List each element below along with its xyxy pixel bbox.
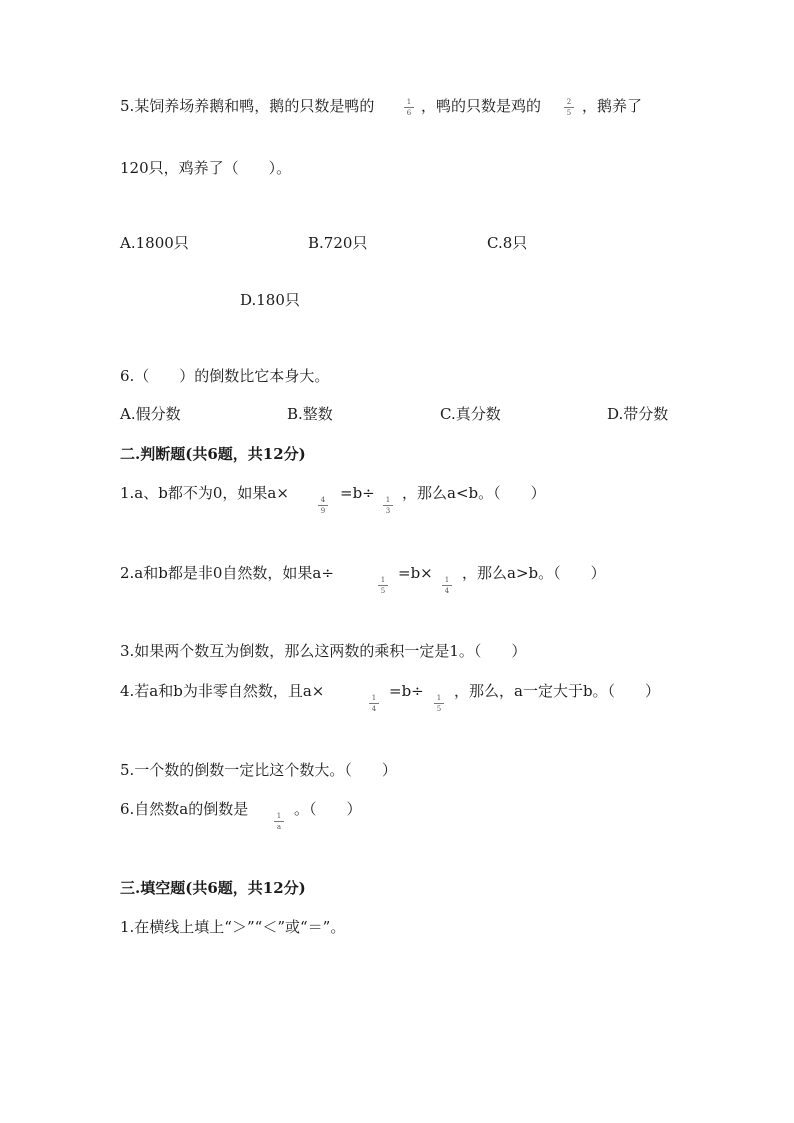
q5-option-d: D.180只 [240, 291, 300, 309]
fraction-denominator: 5 [436, 705, 442, 713]
fraction-denominator: 4 [444, 587, 450, 595]
s2-q2-fraction-2 [441, 576, 453, 595]
q6-text: 6.（ ）的倒数比它本身大。 [120, 367, 330, 385]
fraction-denominator: 5 [566, 109, 572, 117]
q6-option-d: D.带分数 [607, 405, 669, 423]
fraction-bar [434, 703, 444, 704]
fraction-numerator: 1 [276, 812, 282, 820]
fraction-denominator: 3 [385, 507, 391, 515]
section2-title: 二.判断题(共6题，共12分) [120, 445, 306, 463]
fraction-numerator: 1 [406, 98, 412, 106]
s2-q2-part1: 2.a和b都是非0自然数，如果a÷ [120, 564, 334, 582]
q5-option-a: A.1800只 [120, 234, 189, 252]
s2-q4-fraction-1 [368, 694, 380, 713]
s2-q1-part1: 1.a、b都不为0，如果a× [120, 484, 289, 502]
s2-q2-part3: ，那么a>b。（ ） [462, 564, 606, 582]
s2-q1-part2: =b÷ [340, 484, 375, 502]
q6-option-c: C.真分数 [440, 405, 501, 423]
q5-line1-part1: 5.某饲养场养鹅和鸭，鹅的只数是鸭的 [120, 97, 375, 115]
section3-title: 三.填空题(共6题，共12分) [120, 879, 306, 897]
q6-option-a: A.假分数 [120, 405, 181, 423]
fraction-numerator: 1 [436, 694, 442, 702]
fraction-denominator: 4 [371, 705, 377, 713]
s3-q1: 1.在横线上填上“＞”“＜”或“＝”。 [120, 918, 346, 936]
s2-q4-fraction-2 [433, 694, 445, 713]
q5-fraction-2 [563, 98, 575, 117]
fraction-denominator: 5 [380, 587, 386, 595]
s2-q2-fraction-1 [377, 576, 389, 595]
fraction-bar [564, 107, 574, 108]
fraction-bar [404, 107, 414, 108]
q5-line1-part2: ，鸭的只数是鸡的 [421, 97, 542, 115]
q6-option-b: B.整数 [287, 405, 333, 423]
fraction-bar [378, 585, 388, 586]
s2-q3: 3.如果两个数互为倒数，那么这两数的乘积一定是1。（ ） [120, 642, 527, 660]
fraction-numerator: 1 [444, 576, 450, 584]
q5-option-b: B.720只 [308, 234, 368, 252]
s2-q1-fraction-1 [317, 496, 329, 515]
fraction-bar [274, 821, 284, 822]
fraction-denominator: 6 [406, 109, 412, 117]
q5-option-c: C.8只 [487, 234, 528, 252]
fraction-numerator: 1 [380, 576, 386, 584]
fraction-numerator: 4 [320, 496, 326, 504]
s2-q2-part2: =b× [398, 564, 433, 582]
fraction-bar [318, 505, 328, 506]
fraction-bar [369, 703, 379, 704]
fraction-numerator: 2 [566, 98, 572, 106]
s2-q6-part2: 。（ ） [294, 800, 362, 818]
s2-q1-fraction-2 [382, 496, 394, 515]
fraction-bar [442, 585, 452, 586]
s2-q6-fraction [273, 812, 285, 831]
fraction-denominator: a [276, 823, 282, 831]
q5-line1-part3: ，鹅养了 [582, 97, 643, 115]
s2-q5: 5.一个数的倒数一定比这个数大。（ ） [120, 761, 397, 779]
fraction-denominator: 9 [320, 507, 326, 515]
s2-q1-part3: ，那么a<b。（ ） [402, 484, 546, 502]
s2-q4-part1: 4.若a和b为非零自然数，且a× [120, 682, 325, 700]
q5-line2: 120只，鸡养了（ ）。 [120, 159, 292, 177]
s2-q6-part1: 6.自然数a的倒数是 [120, 800, 249, 818]
s2-q4-part3: ，那么，a一定大于b。（ ） [454, 682, 661, 700]
s2-q4-part2: =b÷ [389, 682, 424, 700]
q5-fraction-1 [403, 98, 415, 117]
fraction-bar [383, 505, 393, 506]
fraction-numerator: 1 [371, 694, 377, 702]
fraction-numerator: 1 [385, 496, 391, 504]
